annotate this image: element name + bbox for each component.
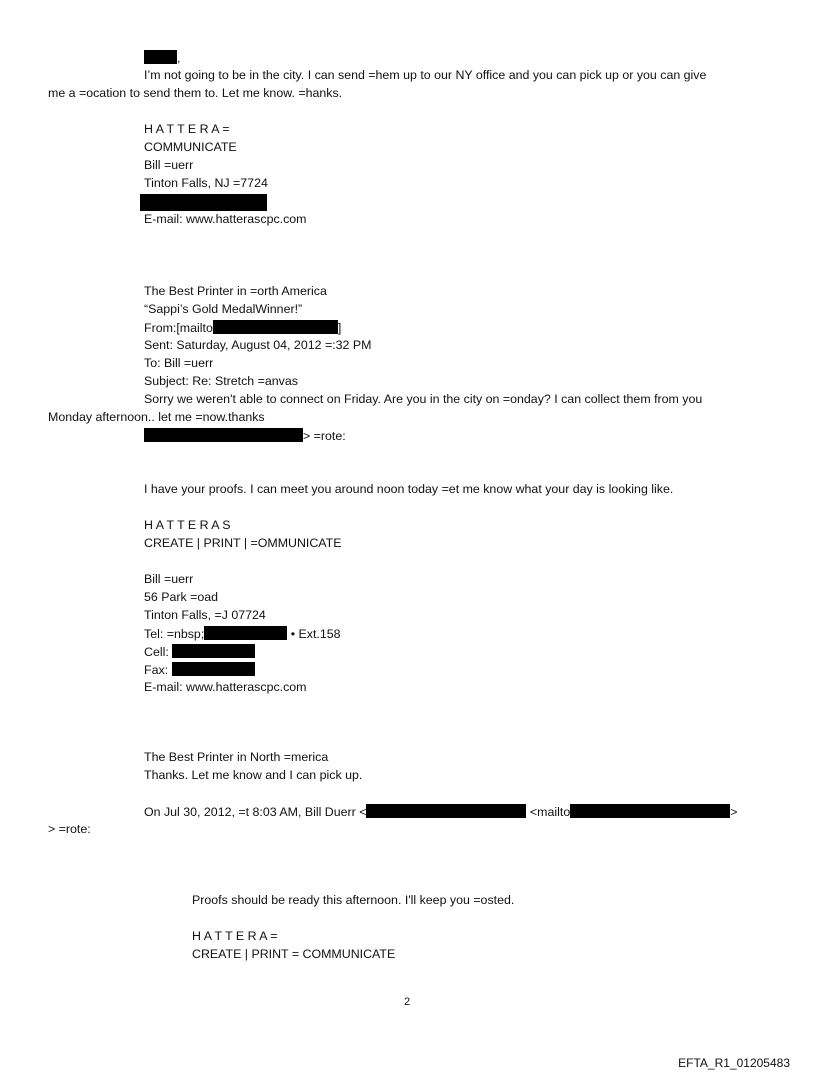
signature-name: Bill =uerr <box>144 572 194 586</box>
redaction <box>140 194 267 211</box>
paragraph-line: Monday afternoon.. let me =now.thanks <box>48 410 265 424</box>
signature-city: Tinton Falls, =J 07724 <box>144 608 266 622</box>
redaction <box>213 320 338 334</box>
header-subject: Subject: Re: Stretch =anvas <box>144 374 298 388</box>
redaction <box>172 662 255 676</box>
cell-label: Cell: <box>144 645 169 659</box>
tel-prefix: Tel: =nbsp; <box>144 627 205 641</box>
signature-line: CREATE | PRINT = COMMUNICATE <box>192 947 396 961</box>
signature-fax <box>144 662 255 678</box>
signature-street: 56 Park =oad <box>144 590 219 604</box>
signature-line: H A T T E R A = <box>192 929 278 943</box>
paragraph-line: I’m not going to be in the city. I can send =hem up to our NY office and you can pick up or you can give <box>144 68 707 82</box>
paragraph-line: Thanks. Let me know and I can pick up. <box>144 768 363 782</box>
signature-address: Tinton Falls, NJ =7724 <box>144 176 268 190</box>
on-mailto: <mailto <box>529 805 571 819</box>
on-prefix: On Jul 30, 2012, =t 8:03 AM, Bill Duerr < <box>144 805 367 819</box>
from-prefix: From:[mailto <box>144 321 213 335</box>
signature-name: Bill =uerr <box>144 158 194 172</box>
header-from <box>144 320 341 336</box>
signature-email: E-mail: www.hatterascpc.com <box>144 212 307 226</box>
award-line: “Sappi’s Gold MedalWinner!” <box>144 302 303 316</box>
wrote-line: > =rote: <box>48 822 91 836</box>
on-wrote-line <box>144 804 737 820</box>
signature-email: E-mail: www.hatterascpc.com <box>144 680 307 694</box>
from-suffix: ] <box>337 321 342 335</box>
tel-ext: • Ext.158 <box>290 627 341 641</box>
greeting-suffix: , <box>177 51 181 65</box>
page-number: 2 <box>404 996 411 1008</box>
paragraph-line: I have your proofs. I can meet you around noon today =et me know what your day is looking like. <box>144 482 674 496</box>
redaction <box>144 428 303 442</box>
header-sent: Sent: Saturday, August 04, 2012 =:32 PM <box>144 338 372 352</box>
document-id: EFTA_R1_01205483 <box>678 1056 790 1070</box>
wrote-text: > =rote: <box>303 429 346 443</box>
paragraph-line: Proofs should be ready this afternoon. I'll keep you =osted. <box>192 893 515 907</box>
redaction <box>144 50 177 64</box>
signature-line: COMMUNICATE <box>144 140 237 154</box>
header-to: To: Bill =uerr <box>144 356 214 370</box>
redaction <box>570 804 730 818</box>
signature-line: CREATE | PRINT | =OMMUNICATE <box>144 536 342 550</box>
signature-line: H A T T E R A S <box>144 518 231 532</box>
fax-label: Fax: <box>144 663 169 677</box>
greeting <box>144 50 180 66</box>
wrote-line <box>144 428 346 444</box>
tagline: The Best Printer in North =merica <box>144 750 329 764</box>
tagline: The Best Printer in =orth America <box>144 284 327 298</box>
on-close: > <box>730 805 738 819</box>
paragraph-line: Sorry we weren't able to connect on Friday. Are you in the city on =onday? I can collect them from you <box>144 392 703 406</box>
redaction <box>204 626 287 640</box>
paragraph-line: me a =ocation to send them to. Let me know. =hanks. <box>48 86 343 100</box>
signature-tel <box>144 626 341 642</box>
redaction <box>366 804 526 818</box>
signature-line: H A T T E R A = <box>144 122 230 136</box>
signature-cell <box>144 644 255 660</box>
redaction <box>172 644 255 658</box>
